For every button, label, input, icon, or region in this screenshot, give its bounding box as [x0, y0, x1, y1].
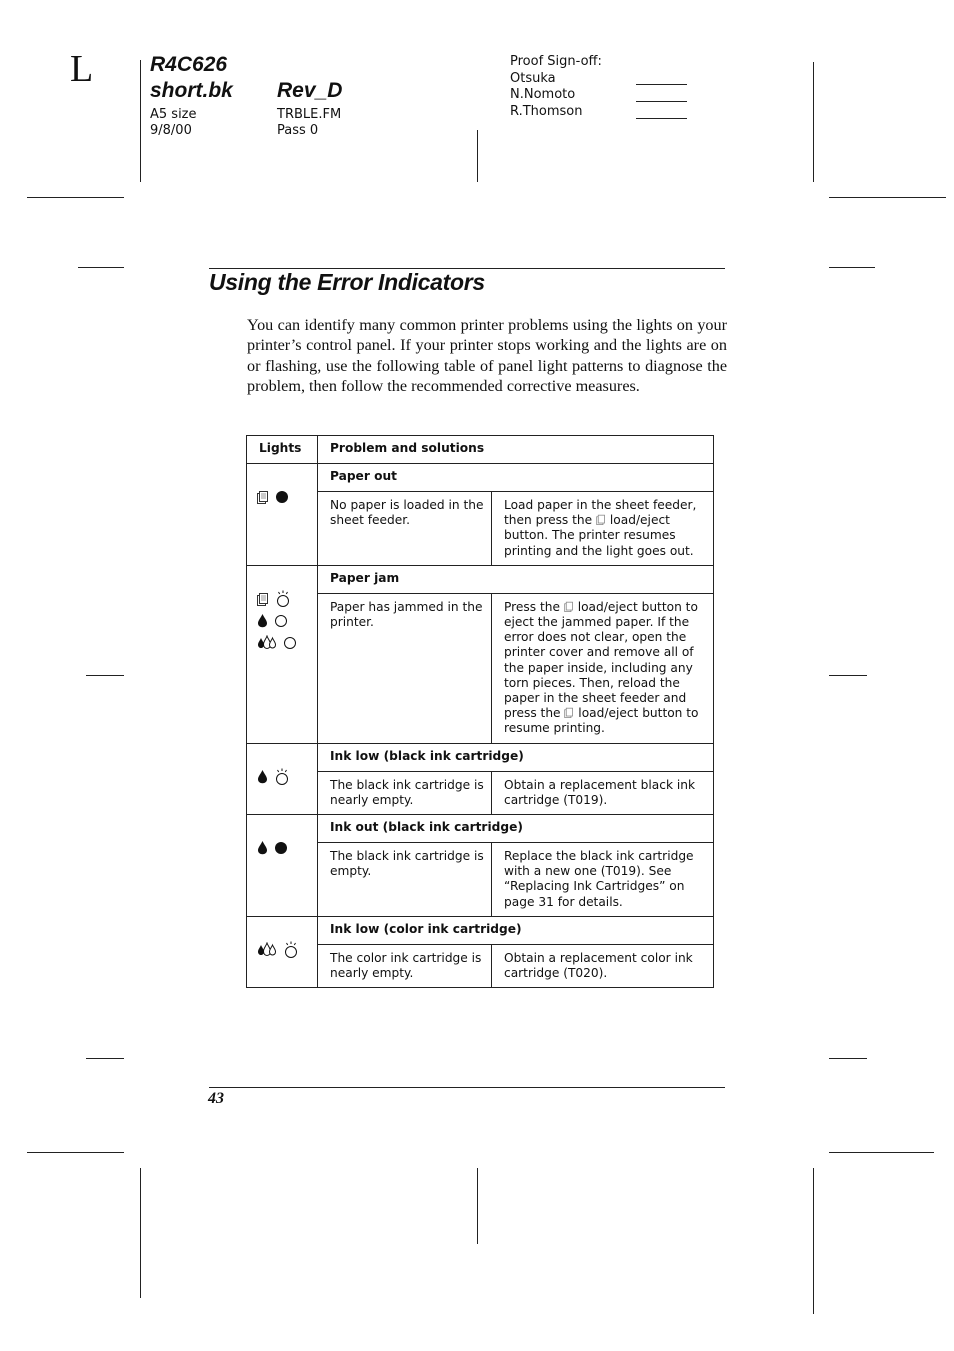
problem-description: No paper is loaded in the sheet feeder. — [318, 492, 492, 566]
solution-text-part: Replace the black ink cartridge with a new one (T019). See “Replacing Ink Cartridges” on page 31 for details. — [504, 849, 694, 909]
crop-mark — [813, 62, 814, 182]
light-pattern — [257, 612, 317, 634]
problem-title: Paper out — [318, 464, 714, 492]
revision: Rev_D — [277, 79, 343, 102]
signature-line — [636, 118, 687, 119]
color-ink-icon — [257, 635, 277, 654]
problem-title: Ink low (color ink cartridge) — [318, 916, 714, 944]
crop-mark — [829, 267, 875, 268]
crop-mark — [27, 1152, 124, 1153]
signer-name: R.Thomson — [510, 104, 583, 119]
black-ink-icon — [257, 613, 268, 632]
solution-text-part: load/eject button to resume printing. — [504, 706, 699, 736]
problem-description: The black ink cartridge is empty. — [318, 843, 492, 917]
color-ink-icon — [257, 942, 277, 961]
paper-icon — [596, 514, 606, 525]
signature-line — [636, 101, 687, 102]
led-off — [274, 614, 288, 632]
solution-text — [492, 771, 714, 814]
paper-icon — [564, 707, 574, 718]
error-indicator-table — [246, 435, 714, 988]
column-header-problem: Problem and solutions — [318, 436, 714, 464]
crop-mark — [140, 1168, 141, 1298]
solution-text — [492, 944, 714, 987]
crop-mark — [813, 1168, 814, 1314]
led-on — [275, 490, 289, 508]
solution-text-part: Press the — [504, 599, 564, 614]
corner-letter: L — [70, 48, 94, 90]
solution-text-part: Obtain a replacement black ink cartridge (T019). — [504, 777, 696, 807]
paper-icon — [257, 592, 269, 610]
lights-cell — [247, 464, 318, 566]
crop-mark — [477, 130, 478, 182]
lights-cell — [247, 743, 318, 814]
lights-cell — [247, 565, 318, 743]
led-on — [274, 841, 288, 859]
solution-text-part: load/eject button to eject the jammed paper. If the error does not clear, open the printer cover and remove all of the paper inside, including any torn pieces. Then, reload the paper in the sheet feeder and press the — [504, 599, 698, 721]
black-ink-icon — [257, 840, 268, 859]
section-title: Using the Error Indicators — [209, 269, 485, 295]
led-flash — [275, 590, 291, 612]
light-pattern — [257, 590, 317, 612]
footer-rule — [209, 1087, 725, 1088]
light-pattern — [257, 941, 317, 963]
lights-cell — [247, 815, 318, 917]
intro-paragraph: You can identify many common printer problems using the lights on your printer’s control panel. If your printer stops working and the lights are on or flashing, use the following table of panel light patterns to diagnose the problem, then follow the recommended corrective measures. — [247, 316, 727, 395]
signature-line — [636, 84, 687, 85]
crop-mark — [477, 1168, 478, 1244]
crop-mark — [140, 60, 141, 182]
doc-code: R4C626 — [150, 53, 228, 76]
solution-text-part: Obtain a replacement color ink cartridge (T020). — [504, 950, 693, 981]
signer-name: Otsuka — [510, 71, 556, 86]
light-pattern — [257, 634, 317, 656]
problem-title: Paper jam — [318, 565, 714, 593]
led-flash — [283, 941, 299, 963]
crop-mark — [27, 197, 124, 198]
crop-mark — [829, 197, 946, 198]
led-off — [283, 636, 297, 654]
crop-mark — [78, 267, 124, 268]
paper-size: A5 size — [150, 107, 197, 122]
signer-name: N.Nomoto — [510, 87, 576, 102]
light-pattern — [257, 768, 317, 790]
light-pattern — [257, 839, 317, 861]
column-header-lights: Lights — [247, 436, 318, 464]
problem-description: The black ink cartridge is nearly empty. — [318, 771, 492, 814]
page-number: 43 — [208, 1090, 224, 1107]
paper-icon — [257, 490, 269, 508]
print-date: 9/8/00 — [150, 123, 192, 138]
proof-label: Proof Sign-off: — [510, 54, 602, 69]
lights-cell — [247, 916, 318, 987]
source-file: TRBLE.FM — [277, 107, 342, 122]
problem-title: Ink low (black ink cartridge) — [318, 743, 714, 771]
crop-mark — [86, 1058, 124, 1059]
led-flash — [274, 768, 290, 790]
solution-text — [492, 492, 714, 566]
crop-mark — [86, 675, 124, 676]
problem-description: Paper has jammed in the printer. — [318, 593, 492, 743]
crop-mark — [829, 675, 867, 676]
problem-title: Ink out (black ink cartridge) — [318, 815, 714, 843]
paper-icon — [564, 601, 574, 612]
solution-text-part: load/eject button. The printer resumes printing and the light goes out. — [504, 513, 694, 558]
crop-mark — [829, 1058, 867, 1059]
pass-label: Pass 0 — [277, 123, 319, 138]
solution-text — [492, 843, 714, 917]
light-pattern — [257, 488, 317, 510]
solution-text-part: Load paper in the sheet feeder, then press the — [504, 498, 697, 528]
problem-description: The color ink cartridge is nearly empty. — [318, 944, 492, 987]
crop-mark — [829, 1152, 934, 1153]
solution-text — [492, 593, 714, 743]
black-ink-icon — [257, 769, 268, 788]
doc-file: short.bk — [150, 79, 233, 102]
